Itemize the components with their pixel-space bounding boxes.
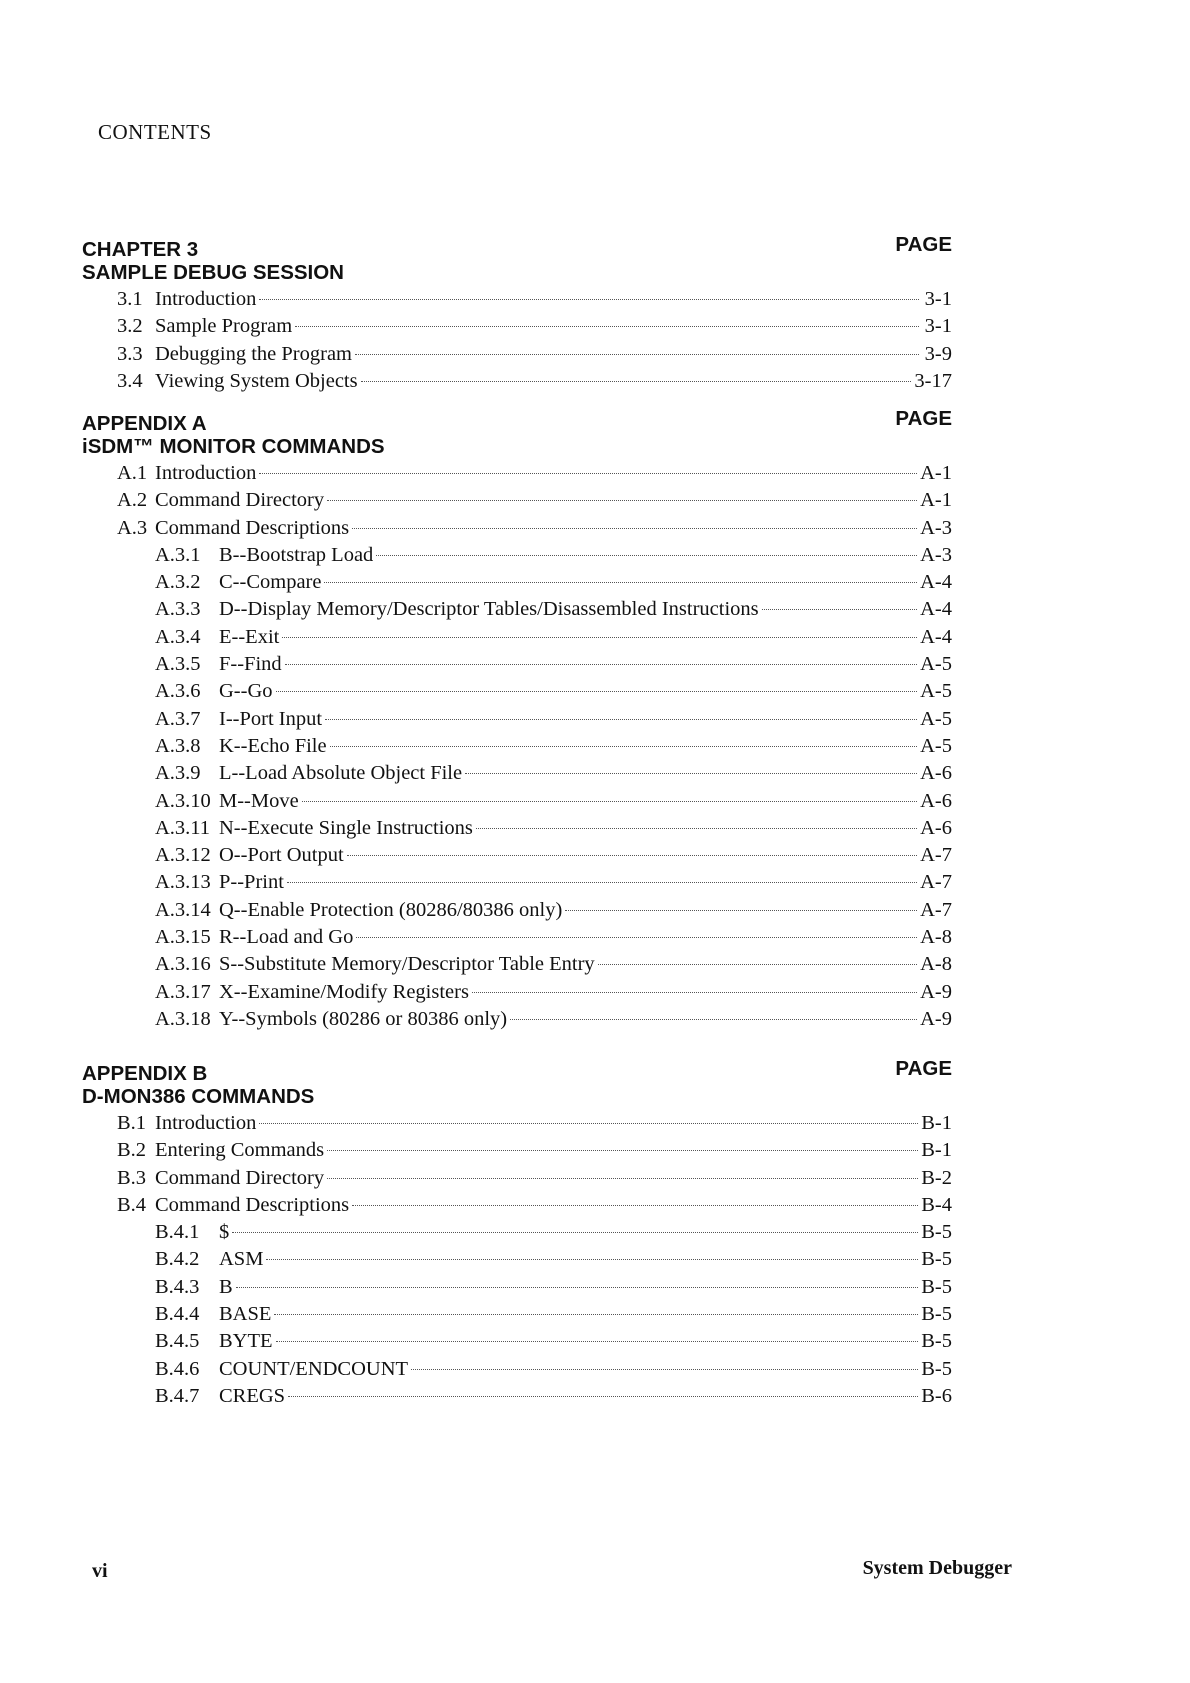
page-column-heading: PAGE <box>895 233 952 256</box>
entry-page: 3-1 <box>924 315 952 338</box>
entry-title: Introduction <box>155 1112 257 1134</box>
entry-page: B-5 <box>921 1221 952 1244</box>
entry-title: E--Exit <box>219 625 280 648</box>
dot-leader <box>762 609 917 610</box>
dot-leader <box>285 664 917 665</box>
entry-title: BYTE <box>219 1330 273 1353</box>
entry-number: A.3.4 <box>155 625 201 648</box>
running-head: CONTENTS <box>98 120 212 144</box>
dot-leader <box>288 1396 918 1397</box>
entry-page: A-4 <box>920 625 952 648</box>
entry-page: B-6 <box>921 1384 952 1407</box>
toc-entry <box>82 1112 952 1139</box>
entry-number: A.3.13 <box>155 871 211 894</box>
toc-entry <box>82 790 952 817</box>
entry-page: A-4 <box>920 571 952 594</box>
entry-title: Debugging the Program <box>155 342 352 365</box>
entry-number: A.3.18 <box>155 1007 211 1030</box>
entry-page: 3-9 <box>924 342 952 365</box>
dot-leader <box>302 801 917 802</box>
entry-title: COUNT/ENDCOUNT <box>219 1357 409 1380</box>
dot-leader <box>472 992 917 993</box>
entry-number: A.1 <box>117 462 148 484</box>
dot-leader <box>355 354 919 355</box>
entry-page: A-9 <box>920 1007 952 1030</box>
book-title: System Debugger <box>862 1557 1012 1579</box>
toc-entry <box>82 981 952 1008</box>
section-appendix-a <box>82 407 952 1035</box>
page-number: vi <box>92 1560 108 1582</box>
dot-leader <box>376 555 917 556</box>
entry-page: B-4 <box>921 1193 952 1216</box>
entry-page: A-9 <box>920 980 952 1003</box>
entry-page: A-5 <box>920 680 952 703</box>
page-column-heading: PAGE <box>895 1057 952 1080</box>
entry-page: A-1 <box>920 462 952 484</box>
entry-page: A-7 <box>920 898 952 921</box>
entry-page: A-4 <box>920 598 952 621</box>
toc-entry <box>82 1167 952 1194</box>
entry-number: B.2 <box>117 1139 147 1162</box>
entry-title: Entering Commands <box>155 1139 325 1162</box>
toc-entry <box>82 708 952 735</box>
entry-number: B.3 <box>117 1166 147 1189</box>
entry-number: A.3.15 <box>155 926 211 949</box>
entry-title: F--Find <box>219 653 282 676</box>
toc-entry <box>82 544 952 571</box>
dot-leader <box>276 691 918 692</box>
entry-page: A-7 <box>920 844 952 867</box>
toc-entry <box>82 653 952 680</box>
toc-entry <box>82 762 952 789</box>
entry-page: A-3 <box>920 516 952 539</box>
dot-leader <box>274 1314 918 1315</box>
entry-number: A.3.11 <box>155 816 211 839</box>
dot-leader <box>282 637 917 638</box>
entry-title: G--Go <box>219 680 273 703</box>
entry-number: B.4 <box>117 1193 147 1216</box>
entry-title: CREGS <box>219 1384 286 1407</box>
dot-leader <box>327 1178 918 1179</box>
dot-leader <box>330 746 918 747</box>
dot-leader <box>352 528 917 529</box>
dot-leader <box>232 1232 918 1233</box>
dot-leader <box>356 937 917 938</box>
toc-entry <box>82 1248 952 1275</box>
toc-entry <box>82 1385 952 1412</box>
toc-entry <box>82 844 952 871</box>
toc-entry <box>82 598 952 625</box>
toc-entry <box>82 817 952 844</box>
entry-title: I--Port Input <box>219 707 323 730</box>
dot-leader <box>259 473 917 474</box>
entry-title: O--Port Output <box>219 844 344 867</box>
section-appendix-b <box>82 1057 952 1412</box>
entry-title: Y--Symbols (80286 or 80386 only) <box>219 1007 508 1030</box>
entry-page: B-5 <box>921 1303 952 1326</box>
dot-leader <box>361 381 912 382</box>
entry-page: A-8 <box>920 953 952 976</box>
entry-title: Command Descriptions <box>155 1193 350 1216</box>
dot-leader <box>352 1205 918 1206</box>
entry-page: A-5 <box>920 734 952 757</box>
dot-leader <box>295 326 919 327</box>
entry-page: A-5 <box>920 707 952 730</box>
entry-number: B.4.3 <box>155 1275 200 1298</box>
entry-number: A.3 <box>117 516 148 539</box>
entry-title: Introduction <box>155 288 257 310</box>
toc-entry <box>82 315 952 342</box>
entry-number: B.4.1 <box>155 1221 200 1244</box>
entry-list <box>82 288 952 397</box>
entry-title: $ <box>219 1221 230 1244</box>
toc-entry <box>82 735 952 762</box>
dot-leader <box>327 1150 918 1151</box>
dot-leader <box>325 719 917 720</box>
entry-number: A.3.14 <box>155 898 211 921</box>
entry-page: 3-1 <box>924 288 952 310</box>
toc-entry <box>82 953 952 980</box>
entry-number: 3.3 <box>117 342 143 365</box>
toc-entry <box>82 288 952 315</box>
entry-title: Command Descriptions <box>155 516 350 539</box>
entry-number: 3.1 <box>117 288 143 310</box>
dot-leader <box>598 964 917 965</box>
dot-leader <box>347 855 917 856</box>
entry-list <box>82 462 952 1035</box>
dot-leader <box>411 1369 918 1370</box>
entry-title: L--Load Absolute Object File <box>219 762 463 785</box>
toc-entry <box>82 343 952 370</box>
entry-title: D--Display Memory/Descriptor Tables/Disassembled Instructions <box>219 598 759 621</box>
entry-page: B-1 <box>921 1112 952 1134</box>
entry-page: A-1 <box>920 489 952 512</box>
entry-title: Q--Enable Protection (80286/80386 only) <box>219 898 563 921</box>
entry-number: A.3.12 <box>155 844 211 867</box>
toc-entry <box>82 1276 952 1303</box>
dot-leader <box>324 582 917 583</box>
dot-leader <box>259 1123 918 1124</box>
entry-page: A-6 <box>920 762 952 785</box>
section-title: iSDM™ MONITOR COMMANDS <box>82 435 385 458</box>
entry-number: A.3.6 <box>155 680 201 703</box>
toc-entry <box>82 462 952 489</box>
section-heading <box>82 407 952 462</box>
entry-number: A.3.8 <box>155 734 201 757</box>
section-title: D-MON386 COMMANDS <box>82 1085 315 1108</box>
entry-title: Command Directory <box>155 489 325 512</box>
entry-page: B-2 <box>921 1166 952 1189</box>
dot-leader <box>327 500 917 501</box>
entry-page: A-5 <box>920 653 952 676</box>
entry-title: ASM <box>219 1248 264 1271</box>
dot-leader <box>476 828 917 829</box>
entry-title: M--Move <box>219 789 299 812</box>
entry-number: A.3.16 <box>155 953 211 976</box>
entry-number: A.3.7 <box>155 707 201 730</box>
entry-number: A.3.17 <box>155 980 211 1003</box>
entry-number: A.3.10 <box>155 789 211 812</box>
entry-number: A.3.1 <box>155 543 201 566</box>
entry-number: B.4.7 <box>155 1384 200 1407</box>
entry-page: A-8 <box>920 926 952 949</box>
dot-leader <box>259 299 919 300</box>
entry-title: Command Directory <box>155 1166 325 1189</box>
entry-number: B.4.6 <box>155 1357 200 1380</box>
entry-title: C--Compare <box>219 571 322 594</box>
entry-page: 3-17 <box>914 369 952 392</box>
entry-page: A-7 <box>920 871 952 894</box>
page-column-heading: PAGE <box>895 407 952 430</box>
entry-title: X--Examine/Modify Registers <box>219 980 469 1003</box>
entry-number: A.3.5 <box>155 653 201 676</box>
toc-entry <box>82 1008 952 1035</box>
entry-page: A-6 <box>920 789 952 812</box>
section-chapter-3 <box>82 233 952 397</box>
section-label: APPENDIX B <box>82 1062 208 1085</box>
entry-number: A.3.3 <box>155 598 201 621</box>
entry-title: B <box>219 1275 233 1298</box>
dot-leader <box>465 773 917 774</box>
entry-page: A-6 <box>920 816 952 839</box>
toc-entry <box>82 517 952 544</box>
toc-entry <box>82 626 952 653</box>
entry-number: A.3.9 <box>155 762 201 785</box>
entry-number: B.4.4 <box>155 1303 200 1326</box>
entry-title: N--Execute Single Instructions <box>219 816 473 839</box>
entry-number: B.1 <box>117 1112 147 1134</box>
entry-number: 3.2 <box>117 315 143 338</box>
entry-page: B-5 <box>921 1357 952 1380</box>
dot-leader <box>565 910 917 911</box>
dot-leader <box>510 1019 917 1020</box>
entry-page: B-5 <box>921 1248 952 1271</box>
toc-entry <box>82 1221 952 1248</box>
dot-leader <box>236 1287 919 1288</box>
section-label: APPENDIX A <box>82 412 207 435</box>
toc-entry <box>82 370 952 397</box>
toc-entry <box>82 1358 952 1385</box>
entry-page: B-5 <box>921 1275 952 1298</box>
section-heading <box>82 1057 952 1112</box>
entry-list <box>82 1112 952 1412</box>
section-heading <box>82 233 952 288</box>
entry-page: B-1 <box>921 1139 952 1162</box>
section-label: CHAPTER 3 <box>82 238 199 261</box>
entry-title: Viewing System Objects <box>155 369 358 392</box>
toc-entry <box>82 1303 952 1330</box>
entry-title: Sample Program <box>155 315 293 338</box>
toc-entry <box>82 1330 952 1357</box>
entry-title: P--Print <box>219 871 284 894</box>
entry-number: A.2 <box>117 489 148 512</box>
entry-title: S--Substitute Memory/Descriptor Table Entry <box>219 953 595 976</box>
entry-number: A.3.2 <box>155 571 201 594</box>
entry-title: Introduction <box>155 462 257 484</box>
toc-entry <box>82 571 952 598</box>
entry-title: BASE <box>219 1303 272 1326</box>
dot-leader <box>287 882 917 883</box>
entry-title: K--Echo File <box>219 734 327 757</box>
section-title: SAMPLE DEBUG SESSION <box>82 261 344 284</box>
entry-number: 3.4 <box>117 369 143 392</box>
toc-entry <box>82 489 952 516</box>
toc-entry <box>82 1194 952 1221</box>
entry-page: A-3 <box>920 543 952 566</box>
toc-entry <box>82 926 952 953</box>
entry-number: B.4.5 <box>155 1330 200 1353</box>
toc-entry <box>82 899 952 926</box>
toc-entry <box>82 871 952 898</box>
toc-entry <box>82 680 952 707</box>
toc-entry <box>82 1139 952 1166</box>
entry-title: R--Load and Go <box>219 926 354 949</box>
dot-leader <box>276 1341 919 1342</box>
entry-title: B--Bootstrap Load <box>219 543 374 566</box>
dot-leader <box>266 1259 918 1260</box>
entry-page: B-5 <box>921 1330 952 1353</box>
entry-number: B.4.2 <box>155 1248 200 1271</box>
